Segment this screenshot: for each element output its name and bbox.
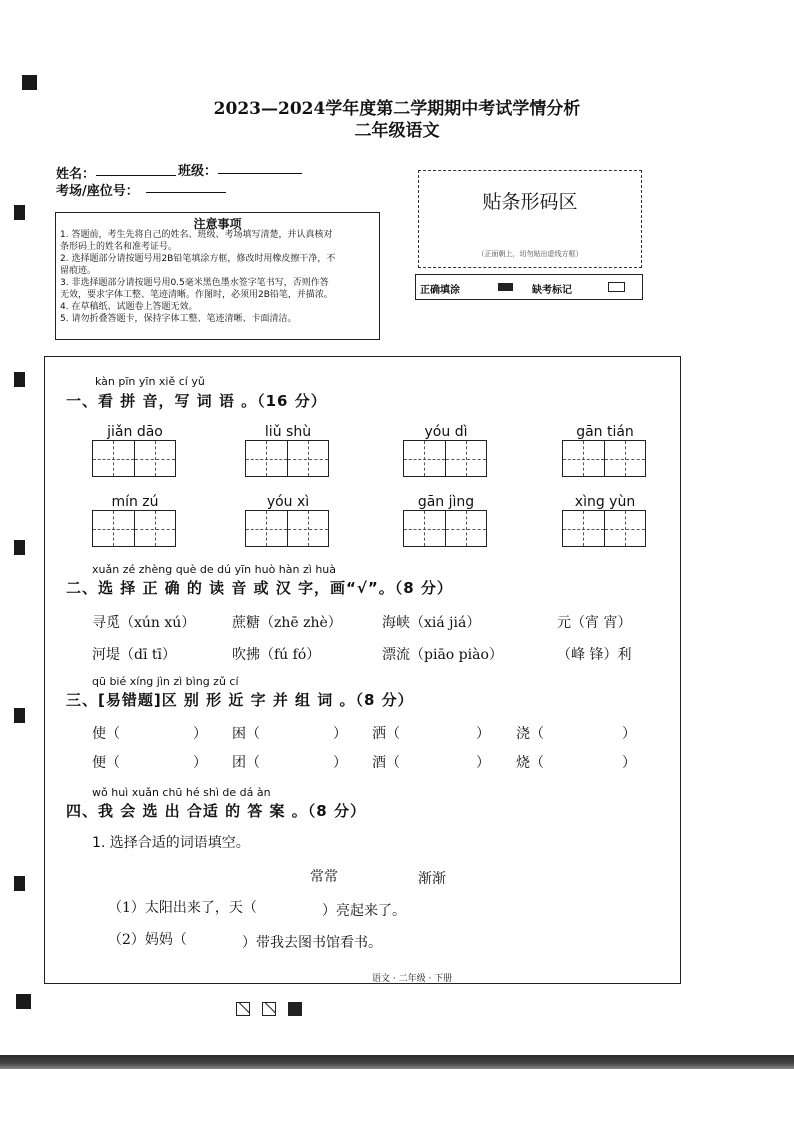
- q3-char-open: 便（: [92, 755, 120, 771]
- barcode-hint: （正面朝上，切勿贴出虚线方框）: [477, 250, 583, 258]
- barcode-area: [418, 170, 642, 268]
- q3-char-open: 困（: [232, 726, 260, 742]
- q3-char-open: 团（: [232, 755, 260, 771]
- absent-mark-checkbox[interactable]: [608, 282, 625, 292]
- registration-mark: [14, 205, 25, 220]
- notice-item: 4. 在草稿纸、试题卷上答题无效。: [60, 302, 198, 312]
- q3-pinyin: qū bié xíng jìn zì bìng zǔ cí: [92, 675, 239, 688]
- q2-pinyin: xuǎn zé zhèng què de dú yīn huò hàn zì huà: [92, 563, 337, 576]
- q3-char-open: 烧（: [516, 755, 544, 771]
- q2-option[interactable]: 蔗糖（zhē zhè）: [232, 615, 342, 631]
- notice-item: 2. 选择题部分请按题号用2B铅笔填涂方框，修改时用橡皮擦干净，不: [60, 254, 336, 264]
- notice-item: 3. 非选择题部分请按题号用0.5毫米黑色墨水签字笔书写，否则作答: [60, 278, 329, 288]
- writing-grid[interactable]: [403, 440, 487, 477]
- notice-title: 注意事项: [193, 217, 242, 231]
- absent-mark-label: 缺考标记: [532, 285, 572, 296]
- writing-grid[interactable]: [562, 440, 646, 477]
- q1-word-pinyin: yóu xì: [266, 494, 310, 510]
- q2-option[interactable]: 寻觅（xún xú）: [92, 615, 196, 631]
- registration-mark: [16, 994, 31, 1009]
- name-label: 姓名：: [56, 167, 96, 182]
- q3-char-close: ）: [476, 726, 490, 742]
- registration-mark: [14, 540, 25, 555]
- q3-char-close: ）: [193, 726, 207, 742]
- registration-mark: [14, 372, 25, 387]
- q4-option: 常常: [310, 869, 338, 885]
- q2-title: 二、选 择 正 确 的 读 音 或 汉 字，画“√”。（8 分）: [66, 579, 453, 597]
- q3-char-open: 使（: [92, 726, 120, 742]
- q4-sentence-end: ）亮起来了。: [322, 903, 406, 919]
- notice-item: 无效，要求字体工整、笔迹清晰。作图时，必须用2B铅笔，并描浓。: [60, 290, 333, 300]
- q2-option[interactable]: （峰 锋）利: [557, 647, 632, 663]
- barcode-title: 贴条形码区: [482, 191, 578, 213]
- class-label: 班级：: [178, 164, 218, 179]
- q1-word-pinyin: gān tián: [576, 424, 634, 440]
- scan-edge: [0, 1055, 794, 1069]
- q2-option[interactable]: 海峡（xiá jiá）: [382, 615, 481, 631]
- notice-item: 条形码上的姓名和准考证号。: [60, 242, 178, 252]
- q1-word-pinyin: jiǎn dāo: [107, 424, 163, 440]
- notice-item: 1. 答题前，考生先将自己的姓名、班级、考场填写清楚，并认真核对: [60, 230, 333, 240]
- correct-fill-label: 正确填涂: [420, 285, 460, 296]
- q3-char-close: ）: [193, 755, 207, 771]
- room-seat-label: 考场/座位号：: [56, 184, 139, 199]
- writing-grid[interactable]: [562, 510, 646, 547]
- exam-title: 2023—2024学年度第二学期期中考试学情分析: [213, 99, 581, 119]
- q1-title: 一、看 拼 音，写 词 语 。（16 分）: [66, 392, 327, 410]
- q2-option[interactable]: 吹拂（fú fó）: [232, 647, 321, 663]
- q4-sub-question: 1. 选择合适的词语填空。: [92, 835, 250, 851]
- q3-title: 三、[易错题]区 别 形 近 字 并 组 词 。（8 分）: [66, 691, 414, 709]
- notice-box: [55, 212, 380, 340]
- q1-word-pinyin: xìng yùn: [574, 494, 636, 510]
- q3-char-close: ）: [333, 726, 347, 742]
- q4-pinyin: wǒ huì xuǎn chū hé shì de dá àn: [92, 786, 271, 799]
- page-check-mark-icon: [236, 1002, 250, 1016]
- q3-char-open: 浇（: [516, 726, 544, 742]
- q3-char-open: 酒（: [372, 755, 400, 771]
- class-field[interactable]: [218, 173, 302, 174]
- correct-fill-sample-icon: [498, 283, 513, 291]
- q1-pinyin: kàn pīn yīn xiě cí yǔ: [95, 375, 205, 388]
- q4-sentence-start: （1）太阳出来了，天（: [108, 900, 257, 916]
- footer-text: 语文 · 二年级 · 下册: [372, 974, 453, 984]
- q1-word-pinyin: mín zú: [111, 494, 159, 510]
- q1-word-pinyin: gān jìng: [417, 494, 475, 510]
- q1-word-pinyin: yóu dì: [424, 424, 468, 440]
- registration-mark: [14, 876, 25, 891]
- q3-char-close: ）: [622, 726, 636, 742]
- page-check-mark-icon: [262, 1002, 276, 1016]
- q4-sentence-end: ）带我去图书馆看书。: [242, 935, 382, 951]
- notice-item: 留痕迹。: [60, 266, 97, 276]
- q4-option: 渐渐: [418, 871, 446, 887]
- q3-char-close: ）: [622, 755, 636, 771]
- q2-option[interactable]: 河堤（dī tī）: [92, 647, 176, 663]
- q4-sentence-start: （2）妈妈（: [108, 932, 187, 948]
- q2-option[interactable]: 元（宵 宵）: [557, 615, 632, 631]
- q2-option[interactable]: 漂流（piāo piào）: [382, 647, 503, 663]
- room-seat-field[interactable]: [146, 192, 226, 193]
- writing-grid[interactable]: [245, 510, 329, 547]
- q3-char-open: 洒（: [372, 726, 400, 742]
- notice-item: 5. 请勿折叠答题卡，保持字体工整、笔迹清晰、卡面清洁。: [60, 314, 297, 324]
- registration-mark: [22, 75, 37, 90]
- q1-word-pinyin: liǔ shù: [264, 424, 312, 440]
- q3-char-close: ）: [476, 755, 490, 771]
- writing-grid[interactable]: [92, 440, 176, 477]
- writing-grid[interactable]: [92, 510, 176, 547]
- q4-title: 四、我 会 选 出 合适 的 答 案 。（8 分）: [66, 802, 366, 820]
- q3-char-close: ）: [333, 755, 347, 771]
- registration-mark: [14, 708, 25, 723]
- writing-grid[interactable]: [245, 440, 329, 477]
- exam-subtitle: 二年级语文: [354, 121, 440, 141]
- fill-sample-box: [415, 274, 643, 300]
- page-filled-mark-icon: [288, 1002, 302, 1016]
- name-field[interactable]: [96, 175, 176, 176]
- writing-grid[interactable]: [403, 510, 487, 547]
